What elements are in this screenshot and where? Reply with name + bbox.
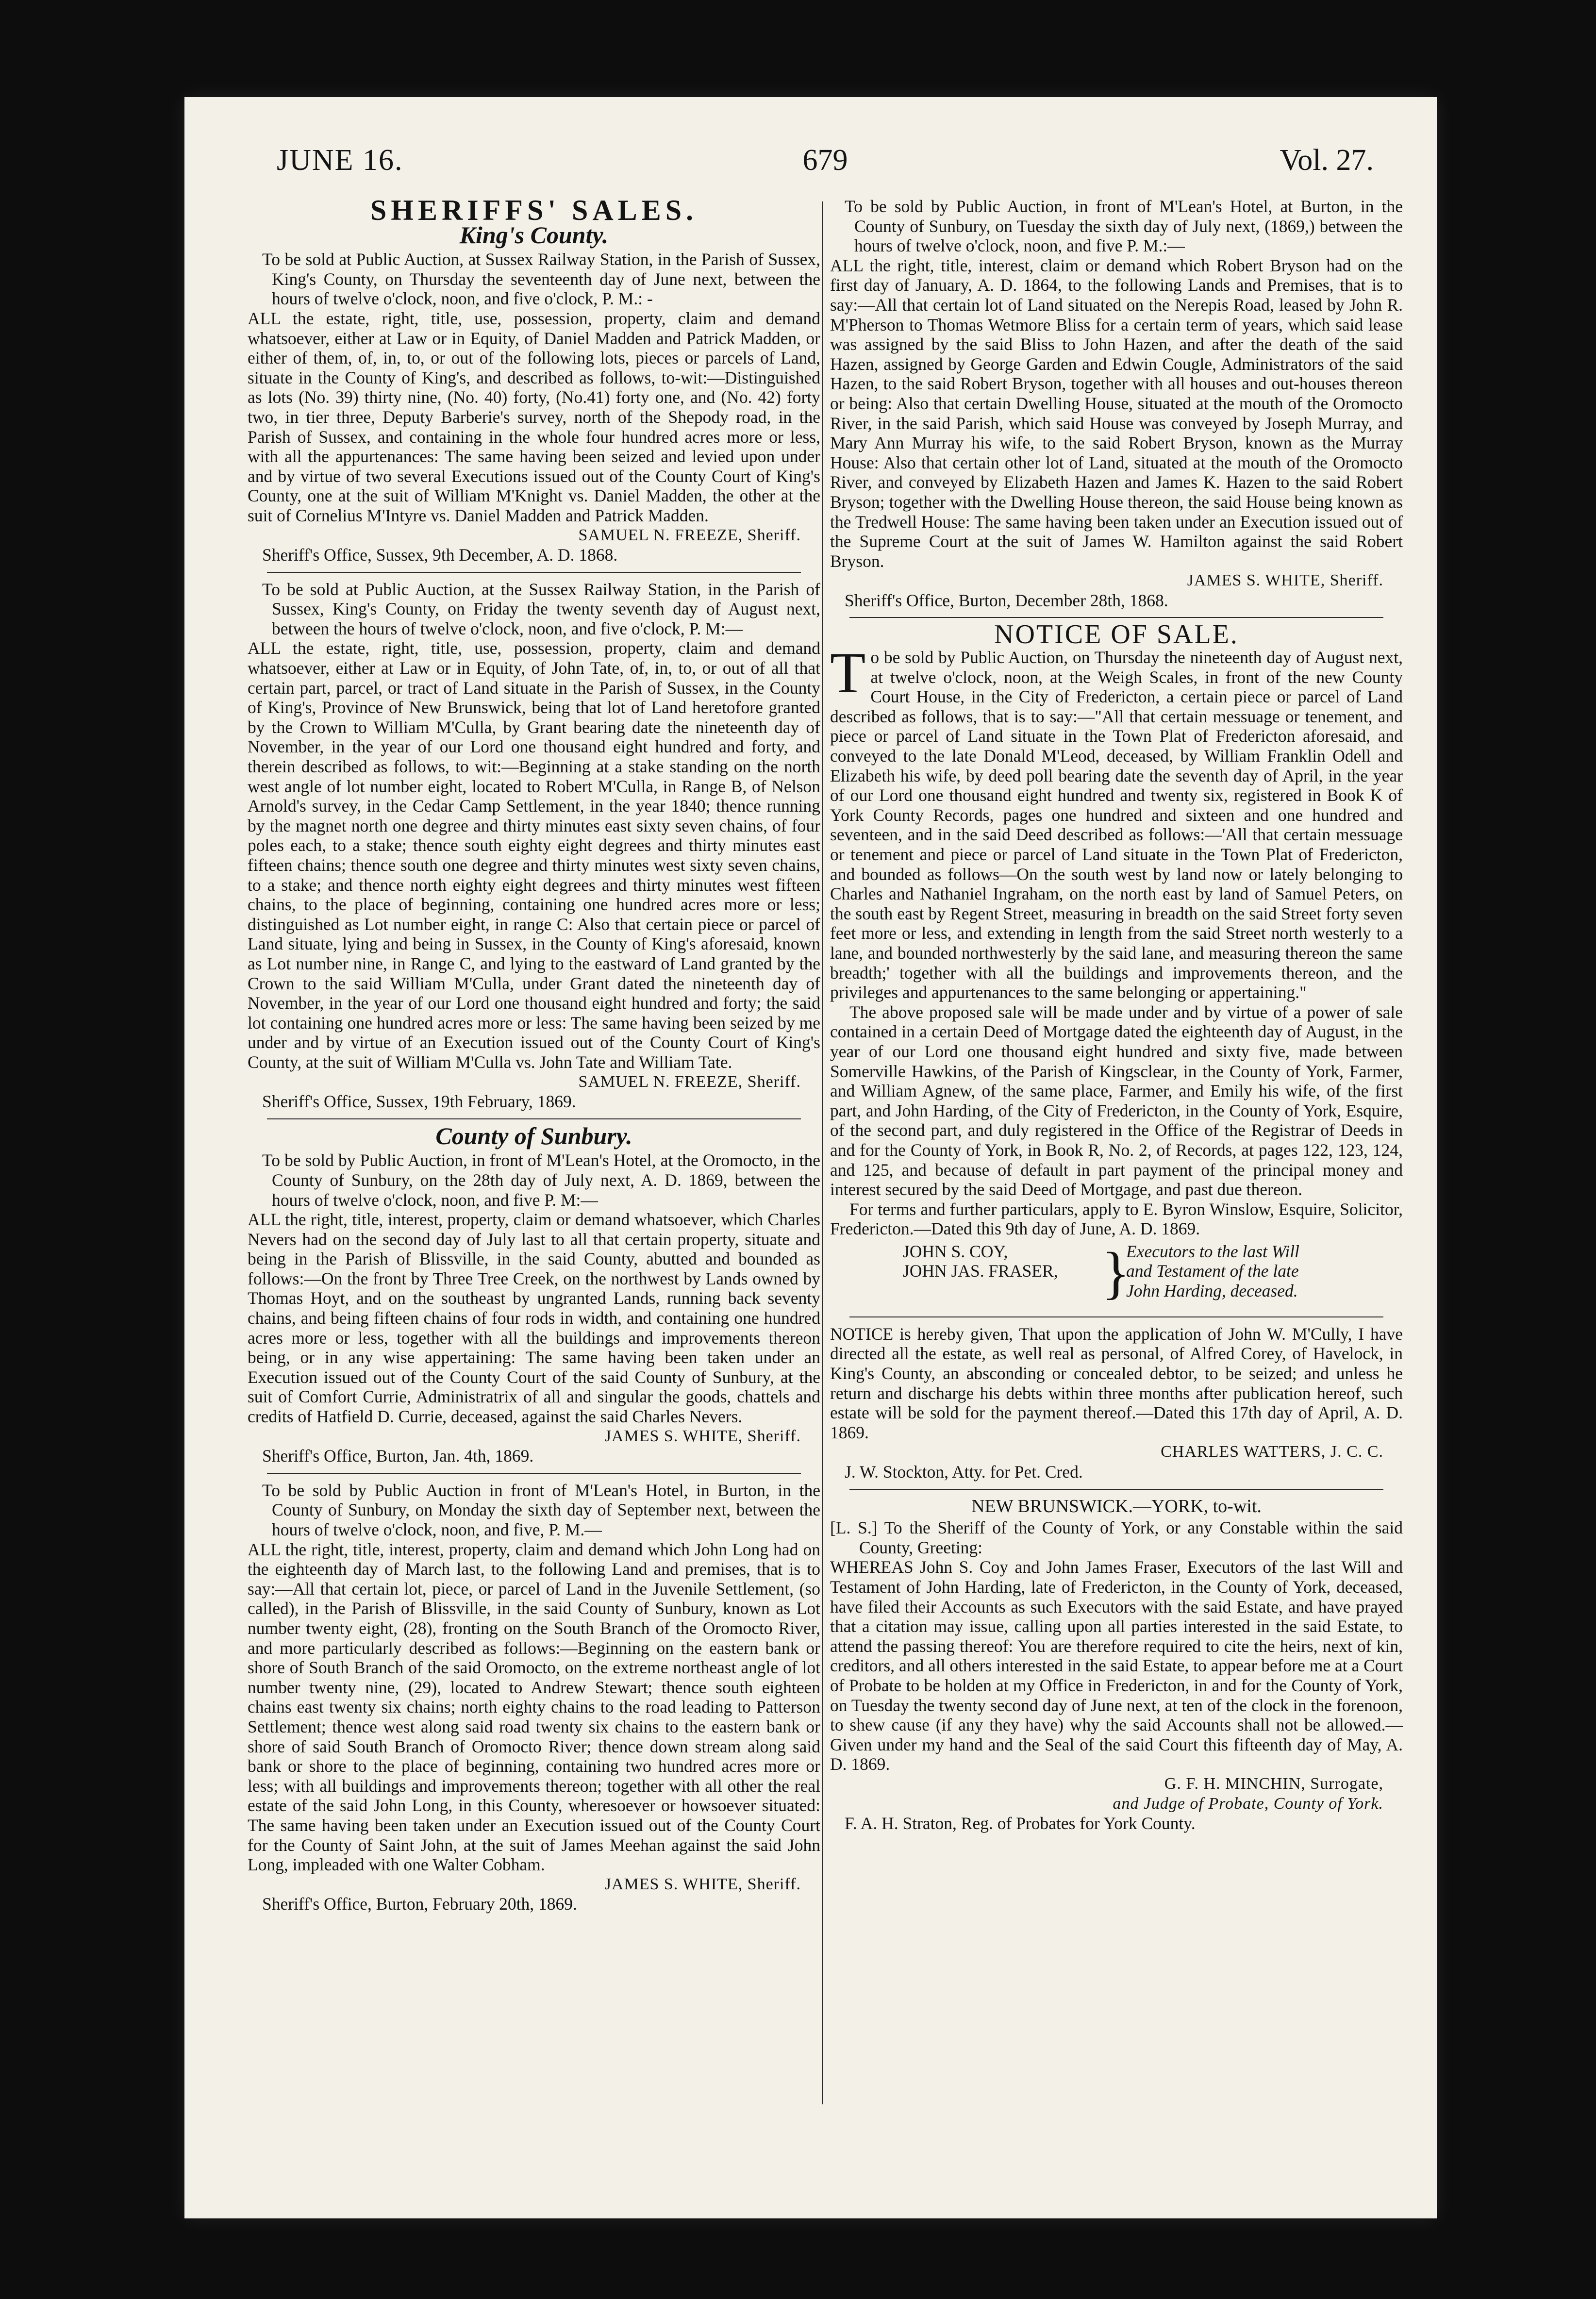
executor-title-line: Executors to the last Will [1126, 1241, 1299, 1261]
notice-intro: To be sold at Public Auction, at the Sussex Railway Station, in the Parish of Sussex, King's County, on Friday the twenty seventh day of August next, between the hours of twelve o'clock, noon, and five o'clock, P. M:— [262, 579, 820, 638]
page-number: 679 [802, 144, 848, 177]
executors-signature-block [830, 1242, 1403, 1310]
sheriff-signature: SAMUEL N. FREEZE, Sheriff. [578, 1072, 801, 1091]
notice-intro: To be sold at Public Auction, at Sussex Railway Station, in the Parish of Sussex, King's County, on Thursday the seventeenth day of June next, between the hours of twelve o'clock, noon, and five o'clock, P. M.: - [262, 250, 820, 309]
column-divider [822, 201, 823, 2104]
kings-notice-1 [248, 250, 820, 565]
notice-body: ALL the estate, right, title, use, possession, property, claim and demand whatsoever, either at Law or in Equity, of Daniel Madden and Patrick Madden, or either of them, of, in, to, or out of the following lots, pieces or parcels of Land, situate in the County of King's, and described as follows, to-wit:—Distinguished as lots (No. 39) thirty nine, (No. 40) forty, (No.41) forty one, and (No. 42) forty two, in tier three, Deputy Barberie's survey, north of the Shepody road, in the Parish of Sussex, and containing in the whole four hundred acres more or less, with all the appurtenances: The same having been seized and levied upon under and by virtue of two several Executions issued out of the County Court of King's County, one at the suit of William M'Knight vs. Daniel Madden, the other at the suit of Cornelius M'Intyre vs. Daniel Madden and Patrick Madden. [248, 308, 820, 525]
registrar-line: F. A. H. Straton, Reg. of Probates for York County. [845, 1814, 1196, 1833]
section-title: SHERIFFS' SALES. [370, 194, 698, 226]
judge-signature: CHARLES WATTERS, J. C. C. [1161, 1443, 1383, 1461]
notice-body: ALL the estate, right, title, use, possession, property, claim and demand whatsoever, either at Law or in Equity, of John Tate, of, in, to, or out of all that certain part, parcel, or tract of Land situate in the Parish of Sussex, in the County of King's, Province of New Brunswick, being that lot of Land heretofore granted by the Crown to William M'Culla, by Grant bearing date the nineteenth day of November, in the year of our Lord one thousand eight hundred and forty, and therein described as follows, to wit:—Beginning at a stake standing on the north west angle of lot number eight, located to Robert M'Culla, in Range B, of Nelson Arnold's survey, in the Cedar Camp Settlement, in the year 1840; thence running by the magnet north one degree and thirty minutes east sixty seven chains, of four poles each, to a stake; thence south eighty eight degrees and thirty minutes east fifteen chains; thence south one degree and thirty minutes west sixty seven chains, to a stake; and thence north eighty eight degrees and thirty minutes west fifteen chains, to the place of beginning, containing one hundred acres more or less; distinguished as Lot number eight, in range C: Also that certain piece or parcel of Land situate, lying and being in Sussex, in the County of King's aforesaid, known as Lot number nine, in Range C, and lying to the eastward of Land granted by the Crown to the said William M'Culla, under Grant dated the nineteenth day of November, in the year of our Lord one thousand eight hundred and forty; the said lot containing one hundred acres more or less: The same having been seized by me under and by virtue of an Execution issued out of the County Court of King's County, at the suit of William M'Culla vs. John Tate and William Tate. [248, 638, 820, 1072]
executor-name: JOHN JAS. FRASER, [903, 1261, 1058, 1281]
paragraph-text: o be sold by Public Auction, on Thursday the nineteenth day of August next, at twelve o'clock, noon, at the Weigh Scales, in front of the new County Court House, in the City of Fredericton, a certain piece or parcel of Land described as follows, that is to say:—"All that certain messuage or tenement, and piece or parcel of Land situate in the Town Plat of Fredericton aforesaid, and conveyed to the late Donald M'Leod, deceased, by William Franklin Odell and Elizabeth his wife, by deed poll bearing date the seventh day of April, in the year of our Lord one thousand eight hundred and twenty six, registered in Book K of York County Records, pages one hundred and sixteen and one hundred and seventeen, and in the said Deed described as follows:—'All that certain messuage or tenement and piece or parcel of Land situate in the Town Plat of Fredericton, and bounded as follows—On the south west by land now or lately belonging to Charles and Nathaniel Ingraham, on the north east by land of Samuel Peters, on the south east by Regent Street, measuring in breadth on the said Street forty seven feet more or less, and extending in length from the said Street north westerly to a lane, and bounded northwesterly by the said lane, and measuring thereon the same breadth;' together with all the buildings and improvements thereon, and the privileges and appurtenances to the same belonging or appertaining." [830, 648, 1403, 1002]
executor-title-line: and Testament of the late [1126, 1261, 1299, 1281]
notice-intro: To be sold by Public Auction, in front of M'Lean's Hotel, at the Oromocto, in the County of Sunbury, on the 28th day of July next, A. D. 1869, between the hours of twelve o'clock, noon, and five P. M:— [262, 1150, 820, 1210]
issue-date: JUNE 16. [277, 144, 403, 177]
probate-body: WHEREAS John S. Coy and John James Fraser, Executors of the last Will and Testament of John Harding, late of Fredericton, in the County of York, deceased, have filed their Accounts as such Executors with the said Estate, and have prayed that a citation may issue, calling upon all parties interested in the said Estate, to attend the passing thereof: You are therefore required to cite the heirs, next of kin, creditors, and all others interested in the said Estate, to appear before me at a Court of Probate to be holden at my Office in Fredericton, in and for the County of York, on Tuesday the twenty second day of June next, at ten of the clock in the forenoon, to shew cause (if any they have) why the said Accounts shall not be allowed.—Given under my hand and the Seal of the said Court this fifteenth day of May, A. D. 1869. [830, 1557, 1403, 1774]
notice-of-sale [830, 619, 1403, 1309]
sunbury-county-heading: County of Sunbury. [435, 1122, 632, 1150]
notice-of-sale-heading: NOTICE OF SALE. [994, 619, 1239, 650]
sheriff-office-line: Sheriff's Office, Burton, December 28th, 1868. [845, 590, 1168, 610]
divider [849, 1316, 1383, 1317]
drop-cap: T [830, 640, 866, 705]
probate-citation [830, 1497, 1403, 1833]
divider [267, 572, 801, 573]
sheriff-signature: JAMES S. WHITE, Sheriff. [1187, 571, 1383, 590]
notice-body: ALL the right, title, interest, property, claim or demand whatsoever, which Charles Nevers had on the second day of July last to all that certain property, situate and being in the Parish of Blissville, in the said County, abutted and bounded as follows:—On the front by Three Tree Creek, on the northwest by Lands owned by Thomas Hoyt, and on the southeast by ungranted Lands, running back seventy chains, and being fifteen chains of four rods in width, and containing one hundred acres more or less, together with all the buildings and improvements thereon being, or in any wise appertaining: The same having been taken under an Execution issued out of the County Court of the said County of Sunbury, at the suit of Comfort Currie, Administratrix of all and singular the goods, chattels and credits of Hatfield D. Currie, deceased, against the said Charles Nevers. [248, 1210, 820, 1427]
surrogate-signature: G. F. H. MINCHIN, Surrogate, [1164, 1774, 1383, 1793]
divider [849, 1489, 1383, 1490]
sheriff-office-line: Sheriff's Office, Burton, February 20th, 1869. [262, 1894, 577, 1914]
sheriff-signature: SAMUEL N. FREEZE, Sheriff. [578, 526, 801, 544]
sunbury-notice-2 [248, 1481, 820, 1914]
volume-number: Vol. 27. [1280, 144, 1374, 177]
sheriff-office-line: Sheriff's Office, Burton, Jan. 4th, 1869. [262, 1446, 534, 1466]
divider [267, 1118, 801, 1119]
right-column [830, 197, 1403, 1833]
sheriff-signature: JAMES S. WHITE, Sheriff. [604, 1427, 801, 1445]
surrogate-title: and Judge of Probate, County of York. [1113, 1794, 1383, 1813]
notice-body: ALL the right, title, interest, claim or demand which Robert Bryson had on the first day of January, A. D. 1864, to the following Lands and Premises, that is to say:—All that certain lot of Land situated on the Nerepis Road, leased by John R. M'Pherson to Thomas Wetmore Bliss for a certain term of years, which said lease was assigned by the said Bliss to John Hazen, and after the death of the said Hazen, assigned by George Garden and Edwin Cougle, Administrators of the said Hazen, to the said Robert Bryson, together with all houses and out-houses thereon or being: Also that certain Dwelling House, situated at the mouth of the Oromocto River, in the said Parish, which said House was conveyed by Joseph Murray, and Mary Ann Murray his wife, to the said Robert Bryson, known as the Murray House: Also that certain other lot of Land, situated at the mouth of the Oromocto River, and conveyed by Elizabeth Hazen and James K. Hazen to the said Robert Bryson; together with the Dwelling House thereon, the said House being known as the Tredwell House: The same having been taken under an Execution issued out of the Supreme Court at the suit of James W. Hamilton against the said Robert Bryson. [830, 255, 1403, 571]
sheriff-signature: JAMES S. WHITE, Sheriff. [604, 1875, 801, 1893]
notice-body: NOTICE is hereby given, That upon the application of John W. M'Cully, I have directed all the estate, as well real as personal, of Alfred Corey, of Havelock, in King's County, an absconding or concealed debtor, to be seized; and unless he return and discharge his debts within three months after publication hereof, such estate will be sold for the payment thereof.—Dated this 17th day of April, A. D. 1869. [830, 1324, 1403, 1442]
executor-names [903, 1242, 1058, 1281]
left-column [248, 194, 820, 1914]
absconding-debtor-notice [830, 1324, 1403, 1482]
notice-intro: To be sold by Public Auction, in front of M'Lean's Hotel, at Burton, in the County of Sunbury, on Tuesday the sixth day of July next, (1869,) between the hours of twelve o'clock, noon, and five P. M.:— [845, 197, 1403, 256]
kings-county-heading: King's County. [459, 221, 609, 249]
attorney-line: J. W. Stockton, Atty. for Pet. Cred. [845, 1462, 1083, 1482]
divider [267, 1473, 801, 1474]
sunbury-notice-3 [830, 197, 1403, 610]
executor-name: JOHN S. COY, [903, 1241, 1008, 1261]
notice-intro: To be sold by Public Auction in front of M'Lean's Hotel, in Burton, in the County of Sunbury, on Monday the sixth day of September next, between the hours of twelve o'clock, noon, and five, P. M.— [262, 1480, 820, 1539]
notice-of-sale-para-2: The above proposed sale will be made under and by virtue of a power of sale contained in a certain Deed of Mortgage dated the eighteenth day of August, in the year of our Lord one thousand eight hundred and sixty five, made between Somerville Hawkins, of the Parish of Kingsclear, in the County of York, Farmer, and William Agnew, of the same place, Farmer, and Emily his wife, of the first part, and John Harding, of the City of Fredericton, in the County of York, Esquire, of the second part, and duly registered in the Office of the Registrar of Deeds in and for the County of York, in Book R, No. 2, of Records, at pages 122, 123, 124, and 125, and because of default in part payment of the principal money and interest secured by the said Deed of Mortgage, and past due thereon. [830, 1002, 1403, 1199]
newspaper-page [184, 97, 1437, 2218]
divider [849, 617, 1383, 618]
kings-notice-2 [248, 580, 820, 1112]
executor-title [1126, 1242, 1299, 1301]
sheriff-office-line: Sheriff's Office, Sussex, 19th February, 1869. [262, 1092, 576, 1112]
probate-heading: NEW BRUNSWICK.—YORK, to-wit. [971, 1496, 1262, 1516]
seal-address-line: [L. S.] To the Sheriff of the County of York, or any Constable within the said County, Greeting: [830, 1518, 1403, 1557]
brace-glyph: } [1102, 1240, 1130, 1305]
sunbury-notice-1 [248, 1150, 820, 1466]
page-header [277, 143, 1374, 187]
notice-body: ALL the right, title, interest, property, claim and demand which John Long had on the eighteenth day of March last, to the following Land and premises, that is to say:—All that certain lot, piece, or parcel of Land in the Juvenile Settlement, (so called), in the Parish of Blissville, in the said County of Sunbury, known as Lot number twenty eight, (28), fronting on the South Branch of the Oromocto River, and more particularly described as follows:—Beginning on the eastern bank or shore of South Branch of the said Oromocto, on the extreme northeast angle of lot number twenty nine, (29), located to Andrew Stewart; thence south eighteen chains east twenty six chains; north eighty chains to the road leading to Patterson Settlement; thence west along said road twenty six chains to the eastern bank or shore of said South Branch of Oromocto River; thence down stream along said bank or shore to the place of beginning, containing two hundred acres more or less; with all buildings and improvements thereon; together with all other the real estate of the said John Long, in this County, wheresoever or howsoever situated: The same having been taken under an Execution issued out of the County Court for the County of Saint John, at the suit of James Meehan against the said John Long, impleaded with one Walter Cobham. [248, 1539, 820, 1875]
executor-title-line: John Harding, deceased. [1126, 1281, 1298, 1301]
sheriff-office-line: Sheriff's Office, Sussex, 9th December, A. D. 1868. [262, 545, 618, 565]
notice-of-sale-para-1 [830, 640, 1403, 1002]
notice-of-sale-para-3: For terms and further particulars, apply to E. Byron Winslow, Esquire, Solicitor, Fredericton.—Dated this 9th day of June, A. D. 1869. [830, 1199, 1403, 1239]
